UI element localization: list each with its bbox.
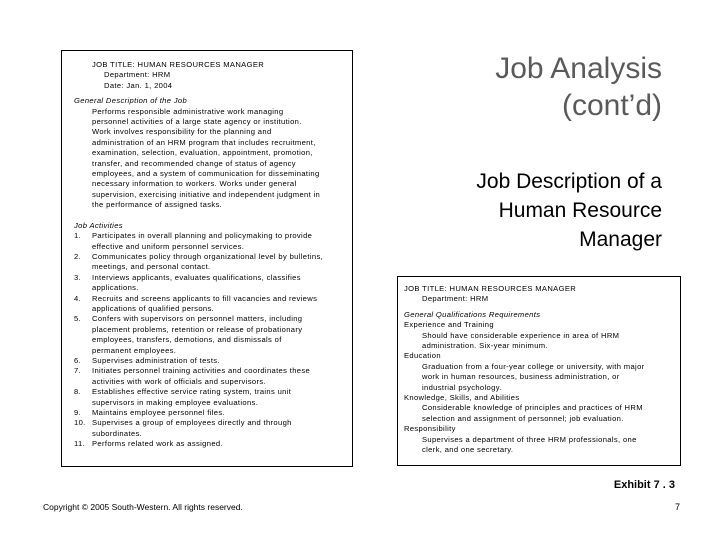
copyright-notice: Copyright © 2005 South-Western. All rights reserved. <box>43 502 243 512</box>
jd-general-line: Work involves responsibility for the planning and <box>92 127 272 137</box>
js-general-heading: General Qualifications Requirements <box>404 309 541 319</box>
jd-general-line: necessary information to workers. Works under general <box>92 179 297 189</box>
activity-number: 11. <box>74 439 86 449</box>
activity-item <box>74 387 346 408</box>
js-ksa-heading: Knowledge, Skills, and Abilities <box>404 393 520 403</box>
activity-line: applications. <box>92 283 139 293</box>
activity-text <box>92 408 346 418</box>
activity-item <box>74 408 346 418</box>
activity-item <box>74 366 346 387</box>
activity-line: supervisors in making employee evaluations. <box>92 397 259 407</box>
activity-line: Performs related work as assigned. <box>92 439 223 449</box>
activity-text <box>92 439 346 449</box>
activity-text <box>92 231 346 252</box>
js-responsibility-line: Supervises a department of three HRM professionals, one <box>422 434 637 444</box>
activity-number: 10. <box>74 418 86 428</box>
activity-number: 4. <box>74 293 82 303</box>
js-education-line: industrial psychology. <box>422 382 502 392</box>
activity-line: meetings, and personal contact. <box>92 262 211 272</box>
activity-line: permanent employees. <box>92 345 177 355</box>
activity-number: 1. <box>74 231 82 241</box>
activity-line: Supervises a group of employees directly and through <box>92 418 292 428</box>
activity-line: applications of qualified persons. <box>92 303 215 313</box>
activity-number: 9. <box>74 408 82 417</box>
activity-number: 2. <box>74 251 82 261</box>
activity-line: Supervises administration of tests. <box>92 355 220 365</box>
jd-general-line: administration of an HRM program that includes recruitment, <box>92 137 316 147</box>
jd-job-title: JOB TITLE: HUMAN RESOURCES MANAGER <box>92 60 265 69</box>
js-responsibility-line: clerk, and one secretary. <box>422 445 514 455</box>
activity-item <box>74 418 346 439</box>
slide-subtitle <box>476 167 662 254</box>
jd-date: Date: Jan. 1, 2004 <box>104 80 173 90</box>
slide-subtitle-line: Manager <box>579 228 662 251</box>
jd-activities-heading: Job Activities <box>74 220 123 230</box>
activity-text <box>92 387 346 408</box>
activity-number: 8. <box>74 387 82 397</box>
activity-line: Confers with supervisors on personnel matters, including <box>92 314 303 324</box>
js-responsibility-heading: Responsibility <box>404 424 456 434</box>
page-number: 7 <box>674 502 680 512</box>
activity-line: Participates in overall planning and policymaking to provide <box>92 231 313 241</box>
slide-title-line: (cont’d) <box>561 89 662 122</box>
activity-number: 6. <box>74 355 82 365</box>
activity-text <box>92 294 346 315</box>
js-experience-line: administration. Six-year minimum. <box>422 341 548 351</box>
activity-text <box>92 356 346 366</box>
activity-line: effective and uniform personnel services. <box>92 241 245 251</box>
js-education-line: work in human resources, business administration, or <box>422 372 620 382</box>
activity-text <box>92 418 346 439</box>
activity-item <box>74 356 346 366</box>
js-experience-line: Should have considerable experience in area of HRM <box>422 330 620 340</box>
jd-activities-list <box>74 231 346 450</box>
job-description-box <box>61 50 353 467</box>
slide-subtitle-line: Job Description of a <box>476 170 662 193</box>
jd-general-line: personnel activities of a large state agency or institution. <box>92 117 302 127</box>
activity-line: subordinates. <box>92 428 143 438</box>
js-department: Department: HRM <box>422 294 489 304</box>
activity-line: Recruits and screens applicants to fill vacancies and reviews <box>92 293 318 303</box>
jd-department: Department: HRM <box>104 70 171 80</box>
activity-line: Initiates personnel training activities and coordinates these <box>92 366 311 376</box>
activity-line: Communicates policy through organizational level by bulletins, <box>92 251 324 261</box>
activity-line: Interviews applicants, evaluates qualifications, classifies <box>92 272 301 282</box>
jd-general-line: examination, selection, evaluation, appointment, promotion, <box>92 148 313 158</box>
activity-item <box>74 252 346 273</box>
activity-number: 3. <box>74 272 82 282</box>
jd-general-line: the performance of assigned tasks. <box>92 200 223 210</box>
activity-text <box>92 252 346 273</box>
js-education-line: Graduation from a four-year college or university, with major <box>422 361 645 371</box>
activity-number: 7. <box>74 366 82 376</box>
js-education-heading: Education <box>404 351 441 361</box>
js-ksa-line: Considerable knowledge of principles and practices of HRM <box>422 403 643 413</box>
activity-line: Establishes effective service rating system, trains unit <box>92 387 292 397</box>
activity-text <box>92 314 346 356</box>
activity-text <box>92 273 346 294</box>
activity-item <box>74 231 346 252</box>
activity-line: employees, transfers, demotions, and dismissals of <box>92 335 282 345</box>
activity-item <box>74 294 346 315</box>
jd-general-line: supervision, exercising initiative and independent judgment in <box>92 189 321 199</box>
job-specification-box <box>397 276 681 466</box>
jd-general-line: employees, and a system of communication for disseminating <box>92 169 320 179</box>
slide-title <box>495 50 662 124</box>
js-experience-heading: Experience and Training <box>404 320 494 330</box>
activity-item <box>74 273 346 294</box>
activity-line: placement problems, retention or release of probationary <box>92 324 303 334</box>
activity-number: 5. <box>74 314 82 324</box>
jd-general-line: transfer, and recommended change of status of agency <box>92 158 296 168</box>
js-job-title: JOB TITLE: HUMAN RESOURCES MANAGER <box>404 284 577 293</box>
slide-subtitle-line: Human Resource <box>498 199 662 222</box>
jd-general-text <box>74 107 346 211</box>
slide-title-line: Job Analysis <box>495 52 662 85</box>
activity-item <box>74 314 346 356</box>
activity-line: activities with work of officials and supervisors. <box>92 376 266 386</box>
js-ksa-line: selection and assignment of personnel; job evaluation. <box>422 413 624 423</box>
jd-general-heading: General Description of the Job <box>74 96 188 106</box>
activity-line: Maintains employee personnel files. <box>92 408 225 417</box>
activity-item <box>74 439 346 449</box>
activity-text <box>92 366 346 387</box>
exhibit-label: Exhibit 7 . 3 <box>613 479 675 491</box>
jd-general-line: Performs responsible administrative work managing <box>92 106 284 116</box>
